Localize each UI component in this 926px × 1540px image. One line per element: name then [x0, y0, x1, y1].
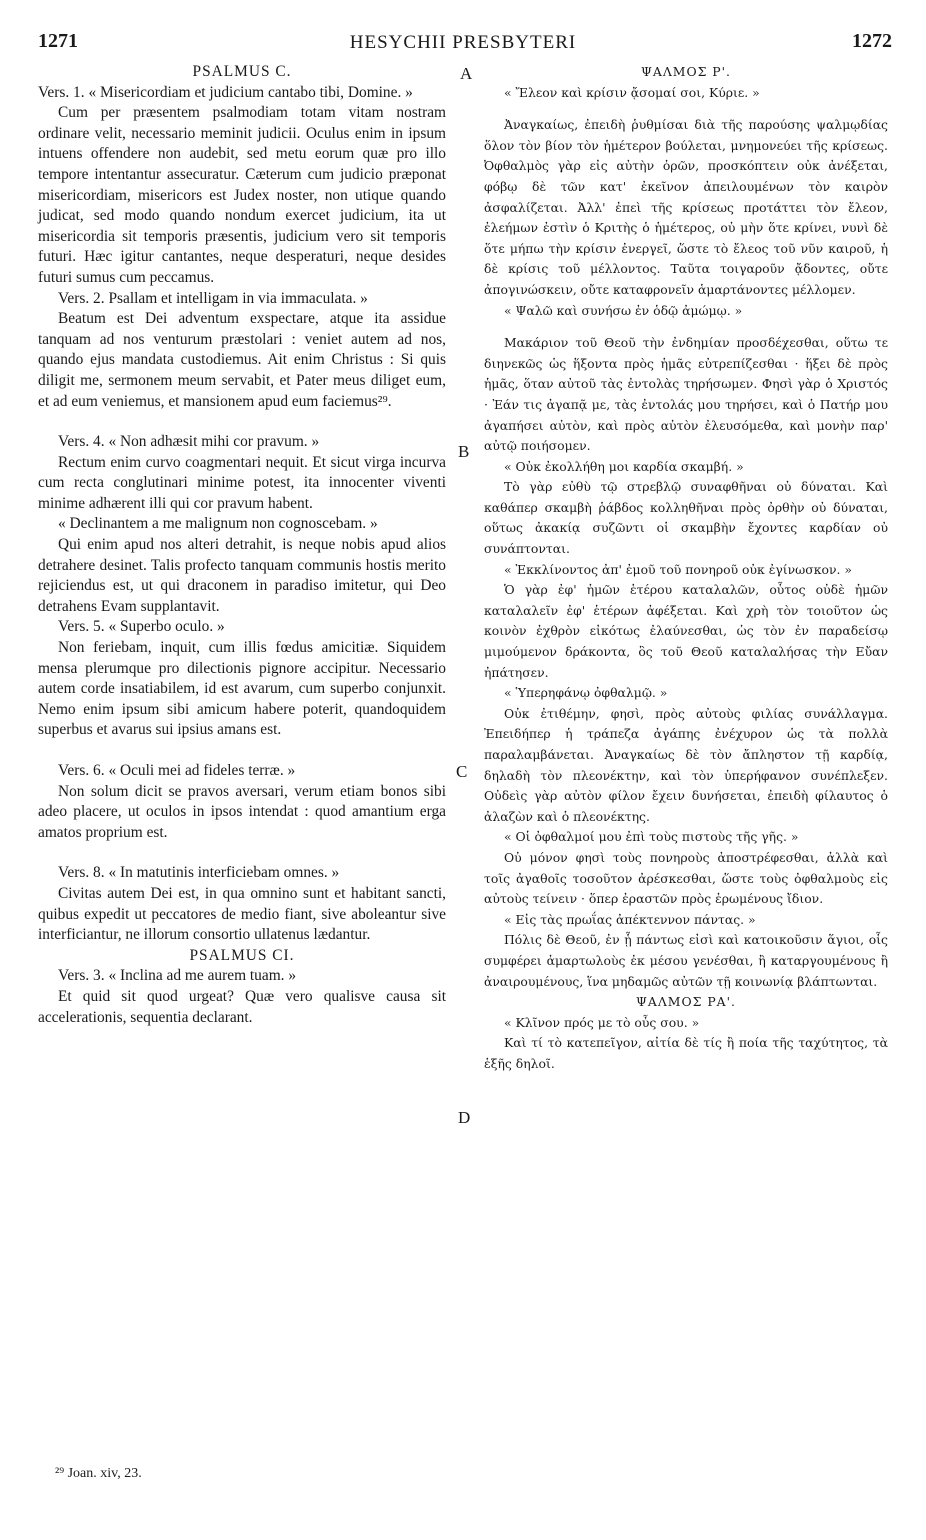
- commentary-paragraph-greek: Οὐ μόνον φησὶ τοὺς πονηροὺς ἀποστρέφεσθαι, ἀλλὰ καὶ τοῖς ἀγαθοῖς τοσοῦτον ἀρέσκεσθαι, ὥστε τοὺς ὀφθαλμοὺς εἰς αὐτοὺς τείνειν · ὅπερ ἐραστῶν πρὸς ἐρωμένους ἴδιον.: [484, 849, 888, 907]
- commentary-paragraph: Non solum dicit se pravos aversari, verum etiam bonos sibi adeo placere, ut oculos in ipsos intendat : quod amantium erga amatos proprium est.: [38, 782, 446, 841]
- page-header: [0, 30, 926, 56]
- verse-heading-greek: « Οὐκ ἐκολλήθη μοι καρδία σκαμβή. »: [504, 458, 744, 474]
- column-marker-c: C: [456, 762, 468, 781]
- commentary-paragraph: Qui enim apud nos alteri detrahit, is neque nobis apud alios detrahere desinet. Talis profecto tanquam communis hostis merito rejiciendus est, ut qui draconem in paradiso imitetur, qui Deo detrahens Evam supplantavit.: [38, 536, 446, 615]
- page-number-left: 1271: [38, 30, 78, 52]
- verse-heading: Vers. 2. Psallam et intelligam in via immaculata. »: [58, 289, 368, 307]
- running-title: HESYCHII PRESBYTERI: [349, 32, 577, 53]
- footnote: ²⁹ Joan. xiv, 23.: [55, 1466, 142, 1481]
- verse-heading: Vers. 8. « In matutinis interficiebam omnes. »: [58, 864, 340, 882]
- commentary-paragraph: Rectum enim curvo coagmentari nequit. Et sicut virga incurva cum recta conglutinari minime potest, ita innocenter viventi minime adhærent illi qui cor pravum habent.: [38, 453, 446, 512]
- psalm-title: PSALMUS CI.: [189, 946, 295, 964]
- commentary-paragraph-greek: Τὸ γὰρ εὐθὺ τῷ στρεβλῷ συναφθῆναι οὐ δύναται. Καὶ καθάπερ σκαμβὴ ῥάβδος κολληθῆναι πρὸς ὀρθὴν οὐ δύναται, οὕτως ἀκακίᾳ συζῶντι οἱ σκαμβὴν ἔχοντες καρδίαν οὐ συνάπτονται.: [484, 479, 888, 557]
- commentary-paragraph: Non feriebam, inquit, cum illis fœdus amicitiæ. Siquidem mensa plerumque pro dilectionis pignore accipitur. Necessario autem corde insatiabilem, id est avarum, cum superbo conjunxit. Nemo enim ipsum sibi amicum habere poterit, quandoquidem superbus et avarus sui ipsius amans est.: [38, 639, 446, 739]
- greek-column: [484, 62, 888, 1075]
- commentary-paragraph: Civitas autem Dei est, in qua omnino sunt et habitant sancti, quibus expedit ut peccatores de medio fiant, sive aboleantur sive interficiantur, ne illorum consortio ullatenus lædantur.: [38, 884, 446, 944]
- psalm-title-greek: ΨΑΛΜΟΣ ΡΑ'.: [636, 994, 736, 1010]
- psalm-title-greek: ΨΑΛΜΟΣ Ρ'.: [641, 64, 731, 79]
- verse-heading-greek: « Οἱ ὀφθαλμοί μου ἐπὶ τοὺς πιστοὺς τῆς γῆς. »: [504, 829, 799, 845]
- commentary-paragraph-greek: Καὶ τί τὸ κατεπεῖγον, αἰτία δὲ τίς ἢ ποία τῆς ταχύτητος, τὰ ἑξῆς δηλοῖ.: [484, 1035, 888, 1071]
- commentary-paragraph-greek: Πόλις δὲ Θεοῦ, ἐν ᾗ πάντως εἰσὶ καὶ κατοικοῦσιν ἅγιοι, οἷς συμφέρει ἁμαρτωλοὺς ἐκ μέσου γενέσθαι, ἢ καταργουμένους ἢ ἀναιρουμένους, ἵνα μηδαμῶς αὐτῶν τῇ κοινωνίᾳ βλάπτωνται.: [484, 932, 888, 989]
- verse-heading: « Declinantem a me malignum non cognoscebam. »: [58, 515, 378, 533]
- verse-heading: Vers. 3. « Inclina ad me aurem tuam. »: [58, 967, 297, 985]
- verse-heading-greek: « Κλῖνον πρός με τὸ οὖς σου. »: [504, 1014, 700, 1030]
- commentary-paragraph-greek: Μακάριον τοῦ Θεοῦ τὴν ἐνδημίαν προσδέχεσθαι, οὕτω τε διηνεκῶς ὡς ἥξοντα πρὸς ἡμᾶς εὐτρεπίζεσθαι · ἥξει δὲ πρὸς ἡμᾶς, ὅταν αὐτοῦ τὰς ἐντολὰς τηρήσωμεν. Φησὶ γὰρ ὁ Χριστός · Ἐάν τις ἀγαπᾷ με, τὰς ἐντολάς μου τηρήσει, καὶ ὁ Πατήρ μου ἀγαπήσει αὐτὸν, καὶ πρὸς αὐτὸν ἐλευσόμεθα, καὶ μονὴν παρ' αὐτῷ ποιήσομεν.: [484, 335, 888, 454]
- commentary-paragraph-greek: Οὐκ ἐτιθέμην, φησὶ, πρὸς αὐτοὺς φιλίας συνάλλαγμα. Ἐπειδήπερ ἡ τράπεζα ἀγάπης ἐνέχυρον ὡς τὰ πολλὰ παραλαμβάνεται. Ἀναγκαίως δὲ τὸν ἄπληστον τῇ καρδίᾳ, δηλαδὴ τὸν πλεονέκτην, καὶ τὸν ὑπερήφανον συνέπλεξεν. Οὐδεὶς γὰρ αὐτὸν φίλον ἔχειν δυνήσεται, ἐπειδὴ φίλαυτος ὁ ἀλαζὼν καὶ ὁ πλεονέκτης.: [484, 705, 888, 824]
- verse-heading: Vers. 6. « Oculi mei ad fideles terræ. »: [58, 762, 296, 779]
- verse-heading: Vers. 4. « Non adhæsit mihi cor pravum. »: [58, 433, 320, 451]
- commentary-paragraph-greek: Ἀναγκαίως, ἐπειδὴ ῥυθμίσαι διὰ τῆς παρούσης ψαλμῳδίας ὅλον τὸν βίον τὸν ἡμέτερον βούλεται, μνημονεύει τῆς κρίσεως. Ὀφθαλμὸς γὰρ εἰς αὐτὴν ὁρῶν, προσκόπτειν οὐκ ἀνέξεται, φόβῳ δὲ τῶν κατ' ἐκεῖνον ἀπειλουμένων τὸν καιρὸν ἀσφαλίζεται. Ἀλλ' ἐπεὶ τῆς κρίσεως προτάττει τὸν ἔλεον, ἐλεήμων ἐστὶν ὁ Κριτὴς ὁ ἡμέτερος, οὐ μὴν ὅτε κρίνει, νυνὶ δὲ ὅτε μήπω τὴν κρίσιν ἐνεργεῖ, ὥστε τὸ ἔλεος τοῦ νῦν καιροῦ, ἡ δὲ κρίσις τοῦ μέλλοντος. Ταῦτα τοιγαροῦν ᾄδοντες, οὔτε ἀπογινώσκειν, οὔτε καταφρονεῖν ἁμαρτάνοντες μέλλομεν.: [484, 117, 888, 297]
- commentary-paragraph: Beatum est Dei adventum exspectare, atque ita assidue tanquam ad nos venturum præstolari : veniet autem ad nos, quando ejus mandata custodiemus. Ait enim Christus : Si quis diligit me, sermonem meum servabit, et Pater meus diliget eum, et ad eum veniemus, et mansionem apud eum faciemus²⁹.: [38, 310, 446, 410]
- commentary-paragraph: Et quid sit quod urgeat? Quæ vero qualisve causa sit accelerationis, sequentia declarant.: [38, 987, 446, 1026]
- verse-heading-greek: « Ἔλεον καὶ κρίσιν ᾄσομαί σοι, Κύριε. »: [504, 84, 760, 100]
- verse-heading: Vers. 1. « Misericordiam et judicium cantabo tibi, Domine. »: [38, 83, 413, 101]
- verse-heading: Vers. 5. « Superbo oculo. »: [58, 618, 225, 636]
- psalm-title: PSALMUS C.: [192, 63, 292, 80]
- verse-heading-greek: « Εἰς τὰς πρωΐας ἀπέκτεννον πάντας. »: [504, 911, 756, 927]
- latin-column: [38, 62, 446, 1028]
- column-marker-d: D: [458, 1108, 471, 1127]
- page-number-right: 1272: [852, 30, 892, 52]
- commentary-paragraph-greek: Ὁ γὰρ ἐφ' ἡμῶν ἑτέρου καταλαλῶν, οὗτος οὐδὲ ἡμῶν καταλαλεῖν ἐφ' ἑτέρων ἀφέξεται. Καὶ χρὴ τὸν τοιοῦτον ὡς κοινὸν ἐχθρὸν εἰκότως ἐλαύνεσθαι, ὡς τὸν ἐν παραδείσῳ μιμούμενον δράκοντα, ὃς τοῦ Θεοῦ καταλαλήσας τὴν Εὔαν ἠπάτησεν.: [484, 582, 888, 680]
- column-marker-a: A: [460, 64, 473, 83]
- verse-heading-greek: « Ἐκκλίνοντος ἀπ' ἐμοῦ τοῦ πονηροῦ οὐκ ἐγίνωσκον. »: [504, 561, 852, 577]
- verse-heading-greek: « Ψαλῶ καὶ συνήσω ἐν ὁδῷ ἀμώμῳ. »: [504, 302, 743, 318]
- verse-heading-greek: « Ὑπερηφάνῳ ὀφθαλμῷ. »: [504, 685, 668, 701]
- commentary-paragraph: Cum per præsentem psalmodiam totam vitam nostram ordinare velit, necessario meminit judicii. Oculus enim in ipsum intuens offendere non audebit, sed metu eorum quæ pro illo tempore intentantur assecuratur. Cæterum cum judicio præponat misericordiam, misericors est Judex noster, non utique quando judicat, sed modo quando nondum exercet judicium, ita ut misericordia sit temporis præsentis, judicium vero sit temporis futuri. Hæc igitur cantantes, neque desperaturi, neque desides futuri sumus cum peccamus.: [38, 104, 446, 286]
- column-marker-b: B: [458, 442, 470, 461]
